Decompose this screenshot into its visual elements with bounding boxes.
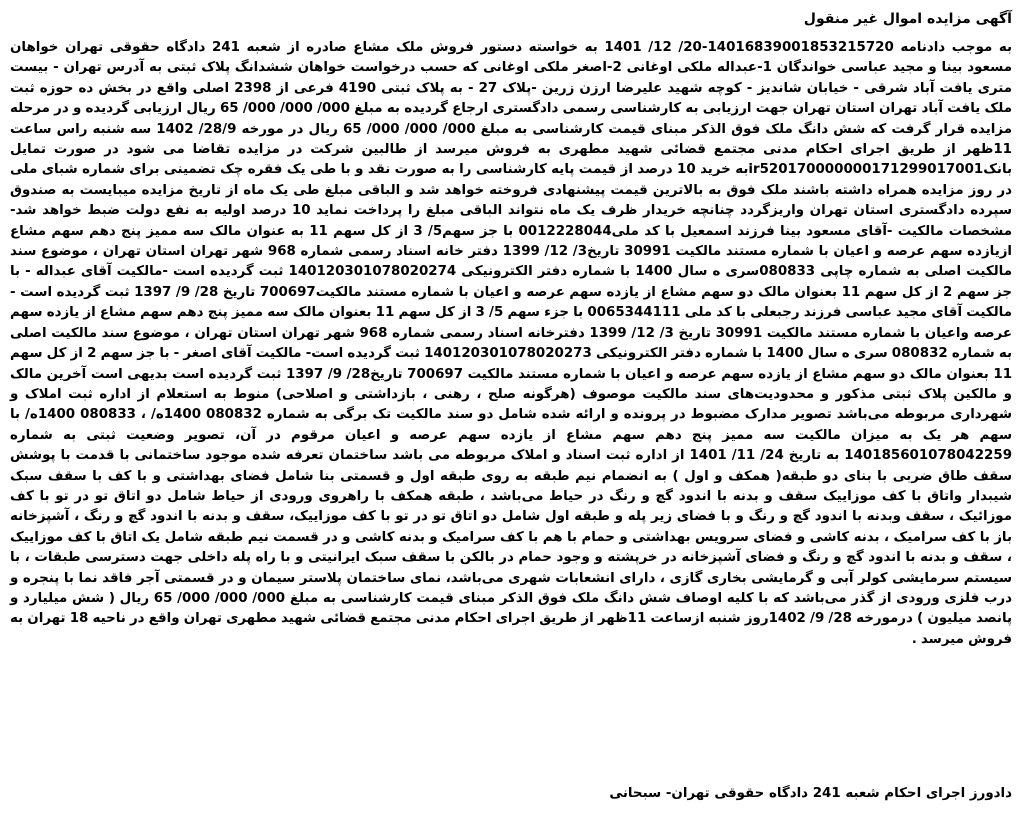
notice-title: آگهی مزایده اموال غیر منقول bbox=[803, 11, 1012, 27]
notice-signature: دادورز اجرای احکام شعبه 241 دادگاه حقوقی تهران- سبحانی bbox=[609, 786, 1012, 801]
notice-body: به موجب دادنامه 14016839001853215720-20/ 12/ 1401 به خواسته دستور فروش ملک مشاع صادره از شعبه 241 دادگاه حقوقی تهران خواهان مسعود بینا و مجید عباسی خواندگان 1-عبداله ملکی اوغانی 2-اصغر ملکی اوغانی که حسب درخواست خواهان ششدانگ پلاک ثبتی به آدرس تهران - بیست متری یافت آباد شرقی - خیابان شانديز - کوچه شهید علیرضا ارزن زرین -پلاک 27 - به پلاک ثبتی 4190 فرعی از 2398 اصلی واقع در بخش ده حوزه ثبت ملک یافت آباد تهران استان تهران جهت ارزیابی به کارشناسی رسمی دادگستری ارجاع گردیده به مبلغ 000/ 000/ 000/ 65 ریال ارزیابی گردیده و در مرحله مزایده قرار گرفت که شش دانگ ملک فوق الذکر مبنای قیمت کارشناسی به مبلغ 000/ 000/ 000/ 65 ریال در مورخه 28/9/ 1402 سه شنبه راس ساعت 11ظهر از طریق اجرای احکام مدنی مجتمع قضائی شهید مطهری به فروش میرسد از طالبین شرکت در مزایده تقاضا می شود در صورت تمایل بانکir520170000000171299017001به خرید 10 درصد از قیمت پایه کارشناسی را به صورت نقد و با طی یک فقره چک تضمینی برای شماره شبای ملی در روز مزایده همراه داشته باشند ملک فوق به بالاترین قیمت پیشنهادی فروخته خواهد شد و الباقی مبلغ طی یک ماه از تاریخ مزایده میبایست به صندوق سپرده دادگستری استان تهران واریزگردد چنانچه خریدار ظرف یک ماه نتواند الباقی مبلغ را پرداخت نماید 10 درصد اولیه به نفع دولت ضبط خواهد شد-مشخصات مالکیت -آقای مسعود بینا فرزند اسمعیل با کد ملی0012228044 با جز سهم5/ 3 از کل سهم 11 به عنوان مالک سه ممیز پنج دهم سهم مشاع ازیازده سهم عرصه و اعیان با شماره مستند مالکیت 30991 تاریخ3/ 12/ 1399 دفتر خانه اسناد رسمی شماره 968 شهر تهران استان تهران ، موضوع سند مالکیت اصلی به شماره چاپی 080833سری ه سال 1400 با شماره دفتر الکترونیکی 140120301078020274 ثبت گردیده است -مالکیت آقای عبداله - با جز سهم 2 از کل سهم 11 بعنوان مالک دو سهم مشاع از یازده سهم عرصه و اعیان با شماره مستند مالکیت700697 تاریخ 28/ 9/ 1397 ثبت گردیده است - مالکیت آقای مجید عباسی فرزند رجبعلی با کد ملی 0065344111 با جزء سهم 5/ 3 از کل سهم 11 بعنوان مالک سه ممیز پنج دهم سهم مشاع از یازده سهم عرصه واعیان با شماره مستند مالکیت 30991 تاریخ 3/ 12/ 1399 دفترخانه اسناد رسمی شماره 968 شهر تهران استان تهران ، موضوع سند مالکیت اصلی به شماره 080832 سری ه سال 1400 با شماره دفتر الکترونیکی 140120301078020273 ثبت گردیده است- مالکیت آقای اصغر - با جز سهم 2 از کل سهم 11 بعنوان مالک دو سهم مشاع از یازده سهم عرصه و اعیان با شماره مستند مالکیت 700697 تاریخ28/ 9/ 1397 ثبت گردیده است بدیهی است آخرین مالک و مالکین پلاک ثبتی مذکور و محدودیت‌های سند مالکیت موصوف (هرگونه صلح ، رهنی ، بازداشتی و اصلاحی) منوط به استعلام از اداره ثبت املاک و شهرداری مربوطه می‌باشد تصویر مدارک مضبوط در پرونده و ارائه شده شامل دو سند مالکیت تک برگی به شماره 080832 1400ه/ ، 080833 1400ه/ با سهم هر یک به میزان مالکیت سه ممیز پنج دهم سهم مشاع از یازده سهم عرصه و اعیان مرقوم در آن، تصویر وضعیت ثبتی به شماره 140185601078042259 به تاریخ 24/ 11/ 1401 از اداره ثبت اسناد و املاک مربوطه می باشد ساختمان تعرفه شده موجود ساختمانی با قدمت با پوشش سقف طاق ضربی با بنای دو طبقه( همکف و اول ) به انضمام نیم طبقه به روی طبقه اول و قسمتی بنا شامل فضای بهداشتی و با کف با سقف سبک شیبدار واتاق با کف موزاییک سقف و بدنه با اندود گچ و رنگ در حیاط می‌باشد ، طبقه همکف با راهروی ورودی از حیاط شامل دو اتاق تو در تو با کف موزائیک ، سقف وبدنه با اندود گچ و رنگ و با فضای زیر پله و طبقه اول شامل دو اتاق تو در تو با کف موزاییک، سقف و بدنه با اندود گچ و رنگ ، آشپزخانه باز با کف سرامیک ، بدنه کاشی و فضای سرویس بهداشتی و حمام با هم با کف سرامیک و بدنه کاشی و در قسمت نیم طبقه شامل یک اتاق با کف موزاییک ، سقف و بدنه با اندود گچ و رنگ و فضای آشپزخانه در خرپشته و وجود حمام در بالکن با سقف سبک ایرانیتی و با راه پله داخلی جهت دسترسی طبقات ، با سیستم سرمایشی کولر آبی و گرمایشی بخاری گازی ، دارای انشعابات شهری می‌باشد، نمای ساختمان پلاستر سیمان و در قسمتی آجر فاقد نما با پنجره و درب فلزی ورودی از گذر می‌باشد که با کلیه اوصاف شش دانگ ملک فوق الذکر مبنای قیمت کارشناسی به مبلغ 000/ 000/ 000/ 65 ریال ( شش میلیارد و پانصد میلیون ) درمورخه 28/ 9/ 1402روز شنبه ازساعت 11ظهر از طریق اجرای احکام مدنی مجتمع قضائی شهید مطهری تهران واقع در ناحیه 18 تهران به فروش میرسد . bbox=[10, 40, 1013, 647]
